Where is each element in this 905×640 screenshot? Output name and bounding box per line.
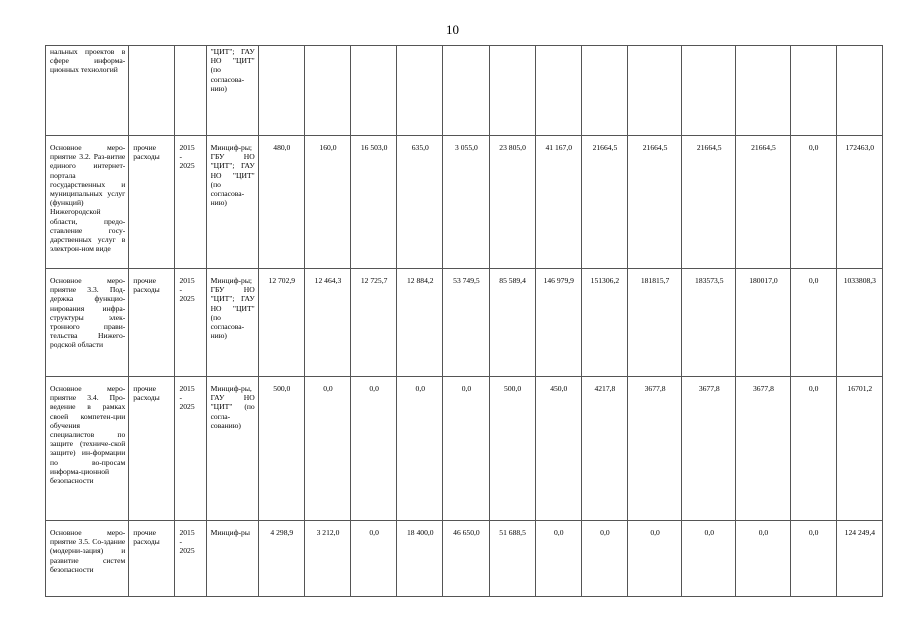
- value-cell: [627, 46, 681, 136]
- value-cell: 0,0: [790, 136, 836, 269]
- value-cell: 0,0: [535, 521, 581, 597]
- executor-cell: Минциф-ры; ГБУ НО "ЦИТ"; ГАУ НО "ЦИТ" (по согласова-нию): [206, 136, 258, 269]
- value-cell: 480,0: [258, 136, 304, 269]
- value-cell: 0,0: [790, 521, 836, 597]
- value-cell: 450,0: [535, 377, 581, 521]
- table-row: [46, 377, 883, 521]
- value-cell: 3677,8: [682, 377, 736, 521]
- value-cell: 500,0: [258, 377, 304, 521]
- value-cell: 1033808,3: [836, 269, 882, 377]
- budget-table: [45, 45, 883, 597]
- value-cell: 3 055,0: [443, 136, 489, 269]
- value-cell: 21664,5: [581, 136, 627, 269]
- value-cell: 12 884,2: [397, 269, 443, 377]
- executor-cell: Минциф-ры: [206, 521, 258, 597]
- value-cell: [581, 46, 627, 136]
- value-cell: 172463,0: [836, 136, 882, 269]
- funding-source-cell: прочие расходы: [129, 269, 175, 377]
- value-cell: [535, 46, 581, 136]
- value-cell: 181815,7: [627, 269, 681, 377]
- value-cell: [397, 46, 443, 136]
- value-cell: 0,0: [790, 269, 836, 377]
- period-cell: 2015 - 2025: [175, 521, 206, 597]
- measure-name-cell: Основное меро-приятие 3.5. Со-здание (модерни-зация) и развитие систем безопасности: [46, 521, 129, 597]
- value-cell: 46 650,0: [443, 521, 489, 597]
- measure-name-cell: Основное меро-приятие 3.3. Под-держка функцио-нирования инфра-структуры элек-тронного прави-тельства Нижего-родской области: [46, 269, 129, 377]
- value-cell: [304, 46, 350, 136]
- period-cell: 2015 - 2025: [175, 377, 206, 521]
- table-row: [46, 521, 883, 597]
- value-cell: 3677,8: [627, 377, 681, 521]
- value-cell: 3677,8: [736, 377, 790, 521]
- table-row: [46, 269, 883, 377]
- value-cell: 85 589,4: [489, 269, 535, 377]
- value-cell: 183573,5: [682, 269, 736, 377]
- value-cell: 16701,2: [836, 377, 882, 521]
- value-cell: [790, 46, 836, 136]
- executor-cell: "ЦИТ"; ГАУ НО "ЦИТ" (по согласова-нию): [206, 46, 258, 136]
- value-cell: 4217,8: [581, 377, 627, 521]
- measure-name-cell: нальных проектов в сфере информа-ционных технологий: [46, 46, 129, 136]
- funding-source-cell: [129, 46, 175, 136]
- value-cell: 21664,5: [682, 136, 736, 269]
- value-cell: 180017,0: [736, 269, 790, 377]
- table-row: [46, 46, 883, 136]
- period-cell: [175, 46, 206, 136]
- value-cell: 12 725,7: [351, 269, 397, 377]
- value-cell: 51 688,5: [489, 521, 535, 597]
- executor-cell: Минциф-ры; ГБУ НО "ЦИТ"; ГАУ НО "ЦИТ" (по согласова-нию): [206, 269, 258, 377]
- value-cell: 18 400,0: [397, 521, 443, 597]
- value-cell: 3 212,0: [304, 521, 350, 597]
- value-cell: 146 979,9: [535, 269, 581, 377]
- table-body: [46, 46, 883, 597]
- value-cell: 0,0: [581, 521, 627, 597]
- value-cell: 0,0: [304, 377, 350, 521]
- value-cell: [443, 46, 489, 136]
- value-cell: 124 249,4: [836, 521, 882, 597]
- period-cell: 2015 - 2025: [175, 269, 206, 377]
- table-row: [46, 136, 883, 269]
- value-cell: 151306,2: [581, 269, 627, 377]
- value-cell: 41 167,0: [535, 136, 581, 269]
- value-cell: 0,0: [627, 521, 681, 597]
- value-cell: 16 503,0: [351, 136, 397, 269]
- value-cell: 635,0: [397, 136, 443, 269]
- value-cell: 0,0: [443, 377, 489, 521]
- value-cell: 21664,5: [627, 136, 681, 269]
- funding-source-cell: прочие расходы: [129, 136, 175, 269]
- value-cell: 0,0: [351, 521, 397, 597]
- value-cell: 23 805,0: [489, 136, 535, 269]
- value-cell: 0,0: [682, 521, 736, 597]
- funding-source-cell: прочие расходы: [129, 521, 175, 597]
- value-cell: 0,0: [351, 377, 397, 521]
- value-cell: [736, 46, 790, 136]
- value-cell: 53 749,5: [443, 269, 489, 377]
- value-cell: 0,0: [397, 377, 443, 521]
- value-cell: [682, 46, 736, 136]
- value-cell: 160,0: [304, 136, 350, 269]
- measure-name-cell: Основное меро-приятие 3.2. Раз-витие единого интернет-портала государственных и муниципальных услуг (функций) Нижегородской области, предо-ставление госу-дарственных услуг в электрон-ном виде: [46, 136, 129, 269]
- value-cell: 0,0: [736, 521, 790, 597]
- value-cell: [489, 46, 535, 136]
- value-cell: [836, 46, 882, 136]
- executor-cell: Минциф-ры, ГАУ НО "ЦИТ" (по согла-сованию): [206, 377, 258, 521]
- value-cell: 21664,5: [736, 136, 790, 269]
- value-cell: 12 464,3: [304, 269, 350, 377]
- funding-source-cell: прочие расходы: [129, 377, 175, 521]
- page-number: 10: [446, 22, 459, 37]
- value-cell: 0,0: [790, 377, 836, 521]
- period-cell: 2015 - 2025: [175, 136, 206, 269]
- value-cell: 4 298,9: [258, 521, 304, 597]
- value-cell: 12 702,9: [258, 269, 304, 377]
- measure-name-cell: Основное меро-приятие 3.4. Про-ведение в рамках своей компетен-ции обучения специалистов по защите (техниче-ской защите) ин-формации по во-просам информа-ционной безопасности: [46, 377, 129, 521]
- value-cell: [258, 46, 304, 136]
- value-cell: 500,0: [489, 377, 535, 521]
- value-cell: [351, 46, 397, 136]
